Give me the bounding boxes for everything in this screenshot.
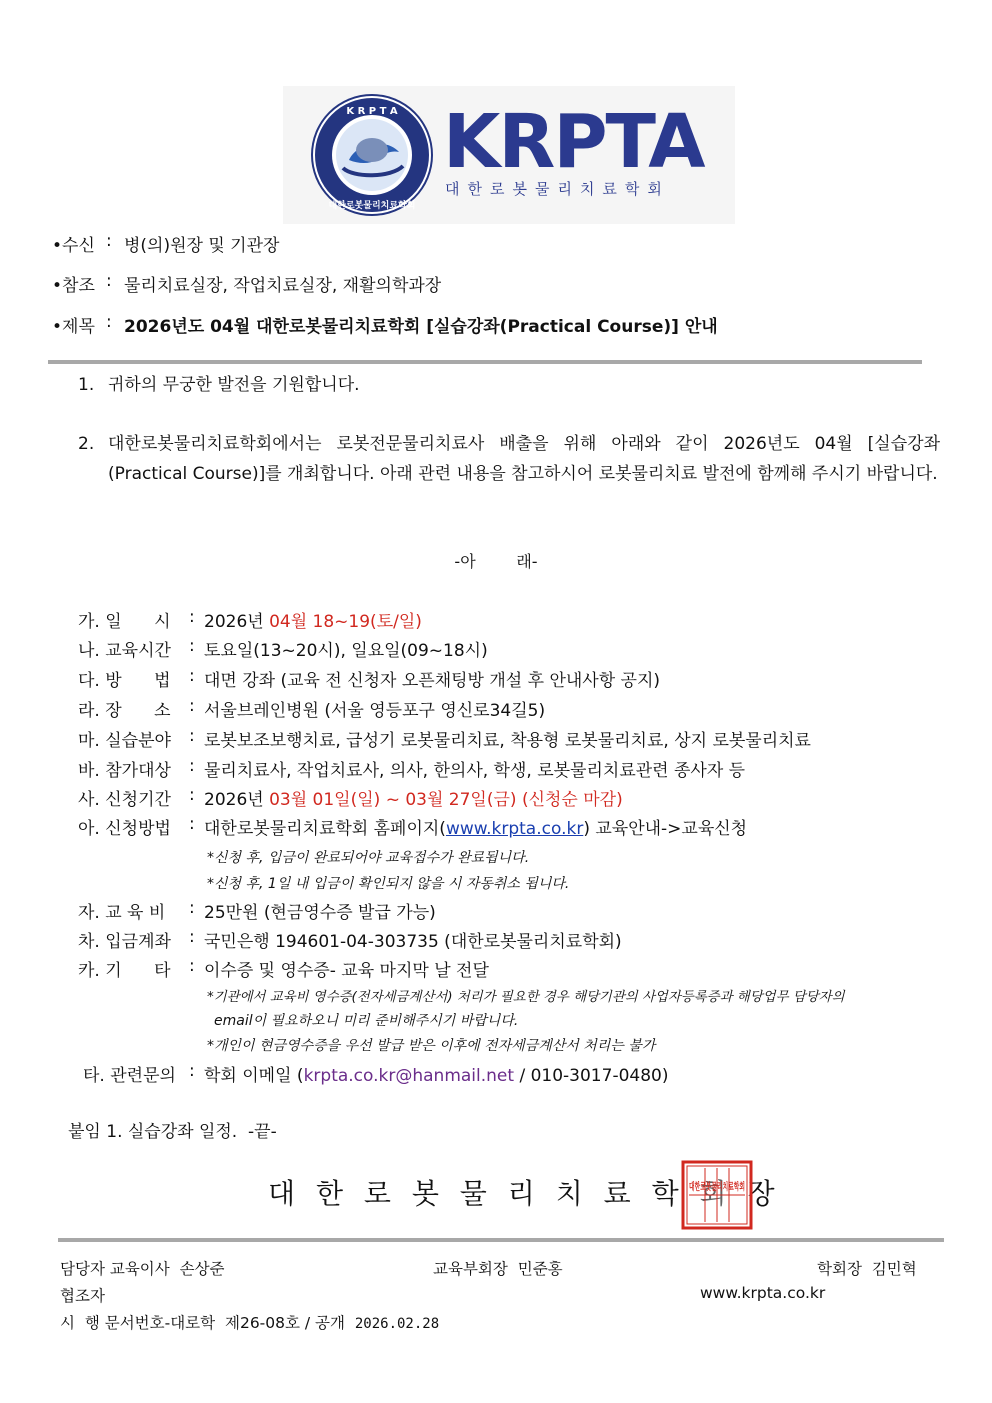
detail-contact (83, 1061, 669, 1086)
detail-field (78, 726, 811, 751)
footer-divider (58, 1238, 944, 1242)
subject-label: •제목 (52, 317, 95, 337)
reference-row (52, 271, 442, 296)
paragraph-1 (78, 370, 938, 400)
seal-text: 대한로봇물리 (689, 1182, 747, 1193)
detail-fee-value: 25만원 (현금영수증 발급 가능) (204, 903, 436, 923)
detail-contact-colon: : (189, 1061, 195, 1081)
recipient-label: •수신 (52, 236, 95, 256)
reference-label: •참조 (52, 276, 95, 296)
detail-hours (78, 636, 488, 661)
detail-fee-colon: : (189, 898, 195, 918)
subject-value: 2026년도 04월 대한로봇물리치료학회 [실습강좌(Practical Course)] 안내 (124, 317, 718, 337)
attachment-line: 붙임 1. 실습강좌 일정. -끝- (68, 1122, 277, 1142)
recipient-colon: : (106, 231, 112, 251)
subject-row (52, 312, 718, 337)
emblem-text: K R P T A (346, 106, 398, 117)
detail-contact-text-b: / 010-3017-0480) (514, 1066, 669, 1086)
detail-date-year: 2026년 (204, 612, 270, 632)
detail-apply-colon: : (189, 814, 195, 834)
detail-target-label: 바. 참가대상 (78, 761, 171, 781)
detail-field-label: 마. 실습분야 (78, 731, 171, 751)
section-title: -아 래- (454, 552, 538, 571)
detail-period-highlight: 03월 01일(일) ~ 03월 27일(금) (신청순 마감) (269, 790, 623, 810)
detail-account-label: 차. 입금계좌 (78, 932, 171, 952)
detail-date-value (204, 607, 422, 632)
logo (283, 86, 735, 224)
detail-period-value (204, 785, 623, 810)
detail-hours-colon: : (189, 636, 195, 656)
etc-note-2: *개인이 현금영수증을 우선 발급 받은 이후에 전자세금계산서 처리는 불가 (207, 1038, 656, 1054)
etc-note-1b: email이 필요하오니 미리 준비해주시기 바랍니다. (214, 1013, 519, 1029)
recipient-row (52, 231, 280, 256)
detail-method-value: 대면 강좌 (교육 전 신청자 오픈채팅방 개설 후 안내사항 공지) (204, 671, 661, 691)
detail-target-value: 물리치료사, 작업치료사, 의사, 한의사, 학생, 로봇물리치료관련 종사자 등 (204, 761, 746, 781)
detail-location-value: 서울브레인병원 (서울 영등포구 영신로34길5) (204, 701, 546, 721)
paragraph-1-text: 귀하의 무궁한 발전을 기원합니다. (108, 375, 360, 395)
krpta-emblem-icon (307, 90, 437, 220)
detail-apply (78, 814, 748, 839)
detail-location-label: 라. 장 소 (78, 701, 171, 721)
detail-apply-text-b: ) 교육안내->교육신청 (583, 819, 748, 839)
detail-etc-label: 카. 기 타 (78, 961, 171, 981)
detail-period-label: 사. 신청기간 (78, 790, 171, 810)
detail-contact-label: 타. 관련문의 (83, 1066, 176, 1086)
detail-etc-value: 이수증 및 영수증- 교육 마지막 날 전달 (204, 961, 489, 981)
detail-hours-value: 토요일(13~20시), 일요일(09~18시) (204, 641, 488, 661)
detail-date-colon: : (189, 607, 195, 627)
recipient-value: 병(의)원장 및 기관장 (124, 236, 280, 256)
detail-account (78, 927, 622, 952)
detail-method (78, 666, 661, 691)
apply-note-2: *신청 후, 1일 내 입금이 확인되지 않을 시 자동취소 됩니다. (207, 876, 570, 892)
paragraph-2-text: 대한로봇물리치료학회에서는 로봇전문물리치료사 배출을 위해 아래와 같이 2026년도 04월 [실습강좌(Practical Course)]를 개최합니다. 아래 관련 내용을 참고하시어 로봇물리치료 발전에 함께해 주시기 바랍니다. (108, 434, 940, 484)
detail-field-value: 로봇보조보행치료, 급성기 로봇물리치료, 착용형 로봇물리치료, 상지 로봇물리치료 (204, 731, 811, 751)
detail-contact-value (204, 1061, 668, 1086)
detail-date-highlight: 04월 18~19(토/일) (269, 612, 422, 632)
detail-fee (78, 898, 436, 923)
detail-apply-label: 아. 신청방법 (78, 819, 171, 839)
official-seal (681, 1160, 753, 1230)
etc-note-1a: *기관에서 교육비 영수증(전자세금계산서) 처리가 필요한 경우 해당기관의 사업자등록증과 해당업무 담당자의 (207, 990, 845, 1005)
paragraph-1-number: 1. (78, 375, 95, 395)
subject-colon: : (106, 312, 112, 332)
detail-hours-label: 나. 교육시간 (78, 641, 171, 661)
detail-apply-value (204, 814, 747, 839)
footer-president: 학회장 김민혁 (817, 1260, 917, 1278)
footer-doc-date: 2026.02.28 (354, 1316, 440, 1332)
logo-wordmark-korean: 대한로봇물리치료학회 (445, 180, 670, 198)
footer-doc-info (60, 1311, 439, 1333)
detail-location (78, 696, 546, 721)
detail-etc (78, 956, 489, 981)
footer-cooperator: 협조자 (60, 1287, 105, 1305)
signature-org-name: 대 한 로 봇 물 리 치 료 학 회 장 (268, 1177, 781, 1210)
reference-value: 물리치료실장, 작업치료실장, 재활의학과장 (124, 276, 442, 296)
detail-period-colon: : (189, 785, 195, 805)
detail-location-colon: : (189, 696, 195, 716)
detail-contact-text-a: 학회 이메일 ( (204, 1066, 304, 1086)
homepage-link[interactable]: www.krpta.co.kr (445, 819, 584, 839)
paragraph-2 (78, 429, 940, 489)
detail-etc-colon: : (189, 956, 195, 976)
footer-doc-number: 시 행 문서번호-대로학 제26-08호 / 공개 (60, 1314, 355, 1332)
footer-vice-president: 교육부회장 민준홍 (433, 1260, 563, 1278)
seal-icon (681, 1160, 753, 1230)
emblem-korean: 대한로봇물리치료학회 (328, 201, 416, 211)
reference-colon: : (106, 271, 112, 291)
detail-period-year: 2026년 (204, 790, 270, 810)
detail-field-colon: : (189, 726, 195, 746)
logo-wordmark: KRPTA (443, 99, 704, 185)
paragraph-2-number: 2. (78, 434, 95, 454)
detail-apply-text-a: 대한로봇물리치료학회 홈페이지( (204, 819, 446, 839)
footer-website[interactable]: www.krpta.co.kr (700, 1284, 826, 1302)
detail-period (78, 785, 623, 810)
detail-method-label: 다. 방 법 (78, 671, 171, 691)
detail-date (78, 607, 422, 632)
detail-date-label: 가. 일 시 (78, 612, 171, 632)
detail-target (78, 756, 746, 781)
apply-note-1: *신청 후, 입금이 완료되어야 교육접수가 완료됩니다. (207, 850, 530, 866)
header-divider (48, 360, 922, 364)
detail-fee-label: 자. 교 육 비 (78, 903, 166, 923)
detail-account-colon: : (189, 927, 195, 947)
detail-method-colon: : (189, 666, 195, 686)
contact-email[interactable]: krpta.co.kr@hanmail.net (303, 1066, 515, 1086)
footer-manager: 담당자 교육이사 손상준 (60, 1260, 225, 1278)
detail-account-value: 국민은행 194601-04-303735 (대한로봇물리치료학회) (204, 932, 622, 952)
detail-target-colon: : (189, 756, 195, 776)
